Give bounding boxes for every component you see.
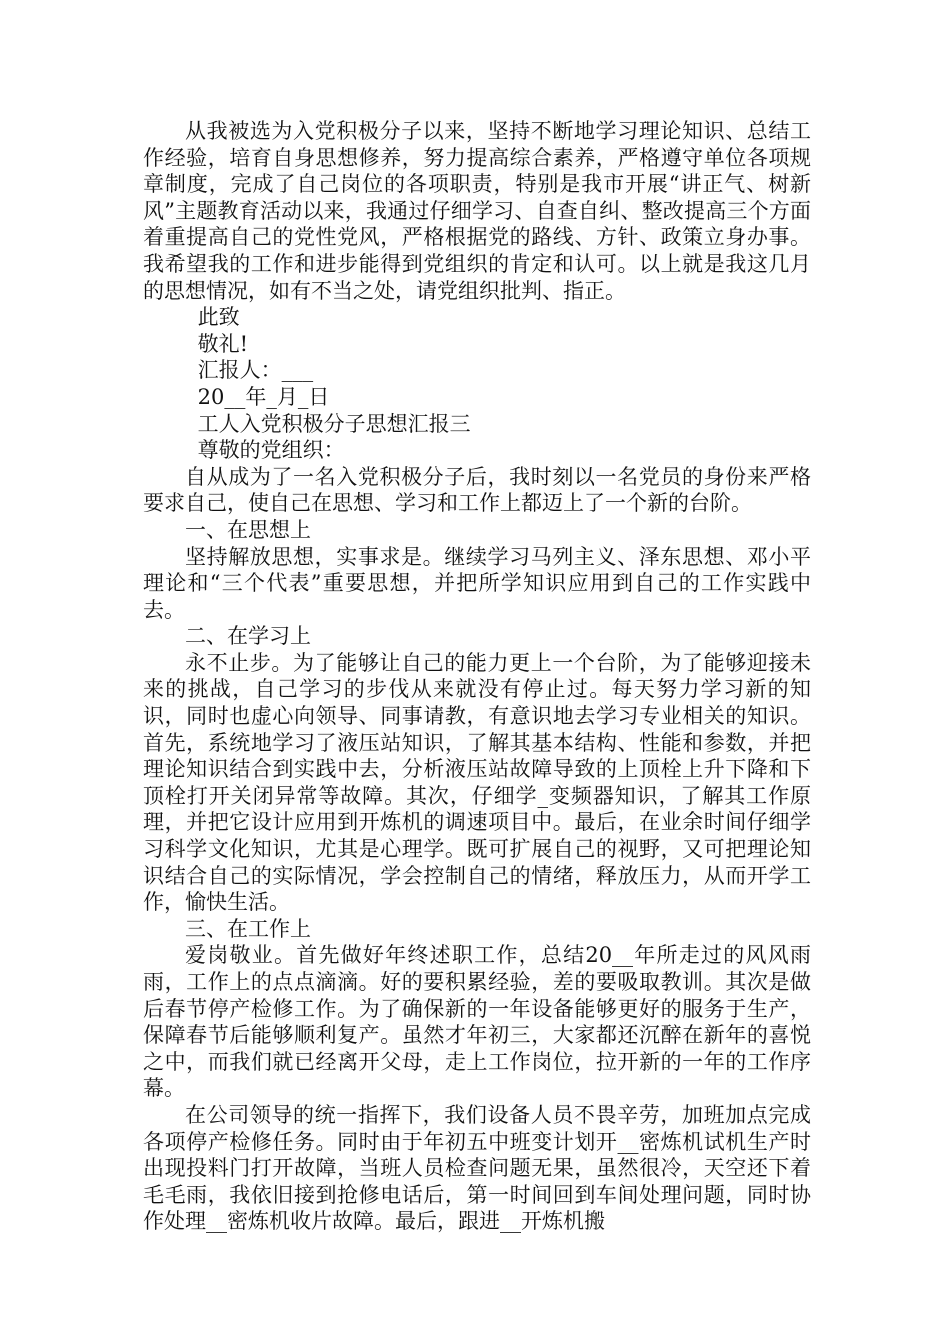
paragraph-work-1: 爱岗敬业。首先做好年终述职工作，总结20__年所走过的风风雨雨，工作上的点点滴滴。好的要积累经验，差的要吸取教训。其次是做后春节停产检修工作。为了确保新的一年设备能够更好的服务于生产，保障春节后能够顺利复产。虽然才年初三，大家都还沉醉在新年的喜悦之中，而我们就已经离开父母，走上工作岗位，拉开新的一年的工作序幕。 [143,943,811,1101]
closing-cizhi: 此致 [197,305,240,330]
paragraph-work-2: 在公司领导的统一指挥下，我们设备人员不畏辛劳，加班加点完成各项停产检修任务。同时由于年初五中班变计划开__密炼机试机生产时出现投料门打开故障，当班人员检查问题无果，虽然很冷，天空还下着毛毛雨，我依旧接到抢修电话后，第一时间回到车间处理问题，同时协作处理__密炼机收片故障。最后，跟进__开炼机搬 [143,1102,811,1234]
heading-work: 三、在工作上 [185,916,311,941]
paragraph-opening: 自从成为了一名入党积极分子后，我时刻以一名党员的身份来严格要求自己，使自己在思想、学习和工作上都迈上了一个新的台阶。 [143,464,811,516]
date-line: 20__年_月_日 [197,384,330,409]
paragraph-thought: 坚持解放思想，实事求是。继续学习马列主义、泽东思想、邓小平理论和“三个代表”重要思想，并把所学知识应用到自己的工作实践中去。 [143,544,811,622]
salutation: 尊敬的党组织： [197,438,345,463]
paragraph-study: 永不止步。为了能够让自己的能力更上一个台阶，为了能够迎接未来的挑战，自己学习的步伐从来就没有停止过。每天努力学习新的知识，同时也虚心向领导、同事请教，有意识地去学习专业相关的知识。首先，系统地学习了液压站知识，了解其基本结构、性能和参数，并把理论知识结合到实践中去，分析液压站故障导致的上顶栓上升下降和下顶栓打开关闭异常等故障。其次，仔细学_变频器知识，了解其工作原理，并把它设计应用到开炼机的调速项目中。最后，在业余时间仔细学习科学文化知识，尤其是心理学。既可扩展自己的视野，又可把理论知识结合自己的实际情况，学会控制自己的情绪，释放压力，从而开学工作，愉快生活。 [143,650,811,915]
reporter-line: 汇报人：___ [197,358,314,383]
heading-thought: 一、在思想上 [185,517,311,542]
section-title: 工人入党积极分子思想汇报三 [197,411,471,436]
document-body [143,118,811,1235]
closing-jingli: 敬礼! [197,331,249,356]
heading-study: 二、在学习上 [185,624,311,649]
paragraph-intro: 从我被选为入党积极分子以来，坚持不断地学习理论知识、总结工作经验，培育自身思想修养，努力提高综合素养，严格遵守单位各项规章制度，完成了自己岗位的各项职责，特别是我市开展“讲正气、树新风”主题教育活动以来，我通过仔细学习、自查自纠、整改提高三个方面着重提高自己的党性党风，严格根据党的路线、方针、政策立身办事。我希望我的工作和进步能得到党组织的肯定和认可。以上就是我这几月的思想情况，如有不当之处，请党组织批判、指正。 [143,119,811,303]
